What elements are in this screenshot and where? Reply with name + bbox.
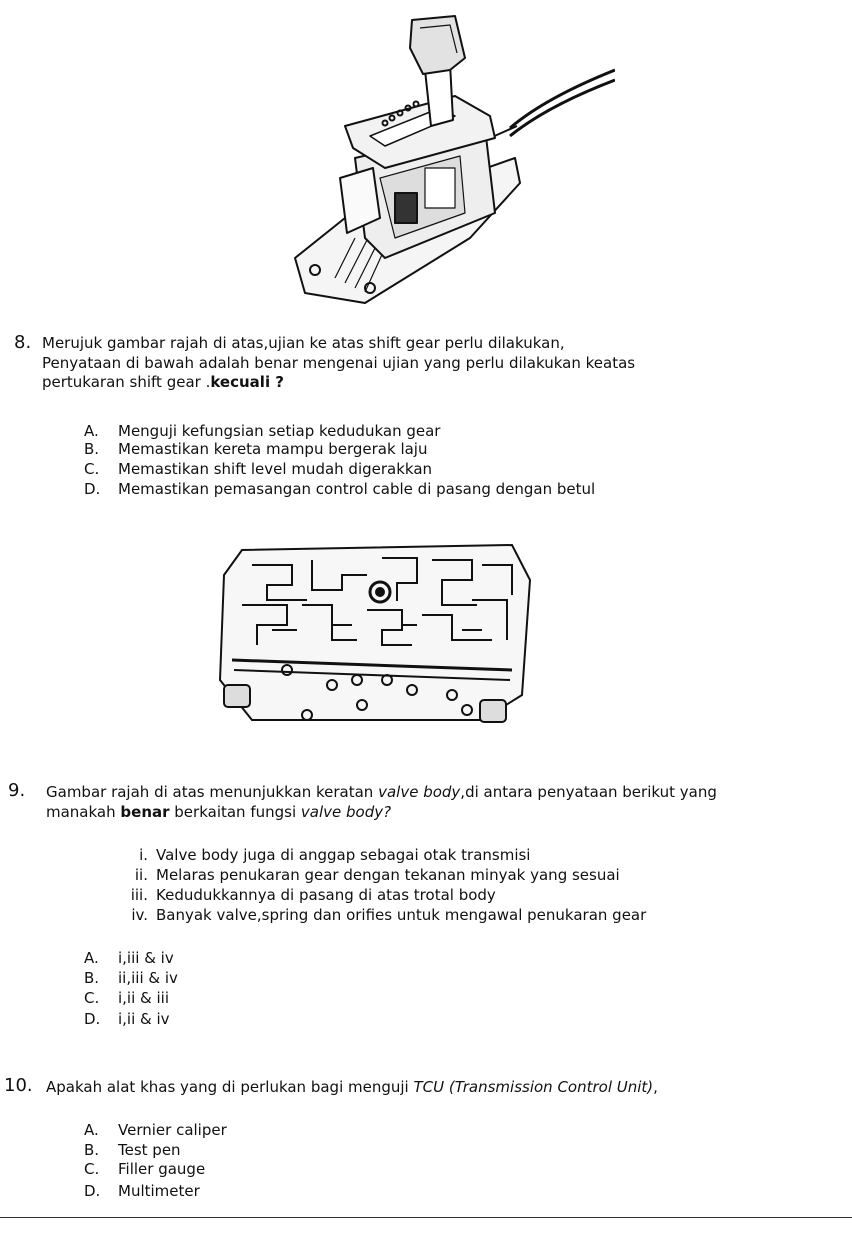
q8-option-c[interactable]: Memastikan shift level mudah digerakkan [118,460,433,478]
q8-option-a-letter: A. [84,422,99,440]
q8-option-d[interactable]: Memastikan pemasangan control cable di pasang dengan betul [118,480,596,498]
q9-text-line2-pre: manakah [46,803,121,821]
q9-option-d-letter: D. [84,1010,101,1028]
q9-option-c[interactable]: i,ii & iii [118,989,170,1007]
q9-statement-i-num: i. [139,846,148,864]
q10-option-a-letter: A. [84,1121,99,1139]
q8-text-line3 [42,373,284,391]
gear-shifter-illustration [285,8,615,308]
q9-correct-emphasis: benar [120,803,170,821]
q10-text-pre: Apakah alat khas yang di perlukan bagi menguji [46,1078,414,1096]
q8-option-b-letter: B. [84,440,100,458]
q9-option-d[interactable]: i,ii & iv [118,1010,170,1028]
q10-option-c[interactable]: Filler gauge [118,1160,206,1178]
q8-option-d-letter: D. [84,480,101,498]
q8-text-line2: Penyataan di bawah adalah benar mengenai ujian yang perlu dilakukan keatas [42,354,636,372]
q8-number: 8. [14,332,32,353]
q9-statement-i: Valve body juga di anggap sebagai otak transmisi [156,846,531,864]
q9-statement-iv: Banyak valve,spring dan orifies untuk mengawal penukaran gear [156,906,647,924]
q10-option-a[interactable]: Vernier caliper [118,1121,227,1139]
q9-statement-ii: Melaras penukaran gear dengan tekanan minyak yang sesuai [156,866,620,884]
q9-statement-iv-num: iv. [131,906,148,924]
q10-option-d[interactable]: Multimeter [118,1182,200,1200]
q9-text-line1-post: ,di antara penyataan berikut yang [460,783,717,801]
q10-option-b[interactable]: Test pen [118,1141,181,1159]
q9-valve-body-term-1: valve body [378,783,461,801]
q10-number: 10. [4,1075,33,1096]
q8-option-b[interactable]: Memastikan kereta mampu bergerak laju [118,440,428,458]
valve-body-illustration [212,520,542,740]
q9-number: 9. [8,780,26,801]
q9-option-b[interactable]: ii,iii & iv [118,969,178,987]
q10-option-d-letter: D. [84,1182,101,1200]
q9-statement-ii-num: ii. [134,866,148,884]
q9-statement-iii: Kedudukkannya di pasang di atas trotal body [156,886,496,904]
q9-option-a-letter: A. [84,949,99,967]
q10-tcu-term: TCU (Transmission Control Unit) [413,1078,654,1096]
q9-text-line2 [46,803,391,821]
q9-text-line2-mid: berkaitan fungsi [169,803,301,821]
page-bottom-rule [0,1217,852,1218]
q9-option-a[interactable]: i,iii & iv [118,949,174,967]
q9-text-line1 [46,783,717,801]
q8-option-c-letter: C. [84,460,100,478]
q8-exception-emphasis: kecuali ? [210,373,285,391]
q8-text-line1: Merujuk gambar rajah di atas,ujian ke atas shift gear perlu dilakukan, [42,334,565,352]
q9-text-line1-pre: Gambar rajah di atas menunjukkan keratan [46,783,379,801]
q9-option-c-letter: C. [84,989,100,1007]
q10-text-post: , [653,1078,658,1096]
q8-text-line3-plain: pertukaran shift gear . [42,373,211,391]
q10-option-c-letter: C. [84,1160,100,1178]
q10-text [46,1078,658,1096]
q9-valve-body-term-2: valve body? [300,803,392,821]
q10-option-b-letter: B. [84,1141,100,1159]
q8-option-a[interactable]: Menguji kefungsian setiap kedudukan gear [118,422,441,440]
q9-statement-iii-num: iii. [130,886,148,904]
q9-option-b-letter: B. [84,969,100,987]
